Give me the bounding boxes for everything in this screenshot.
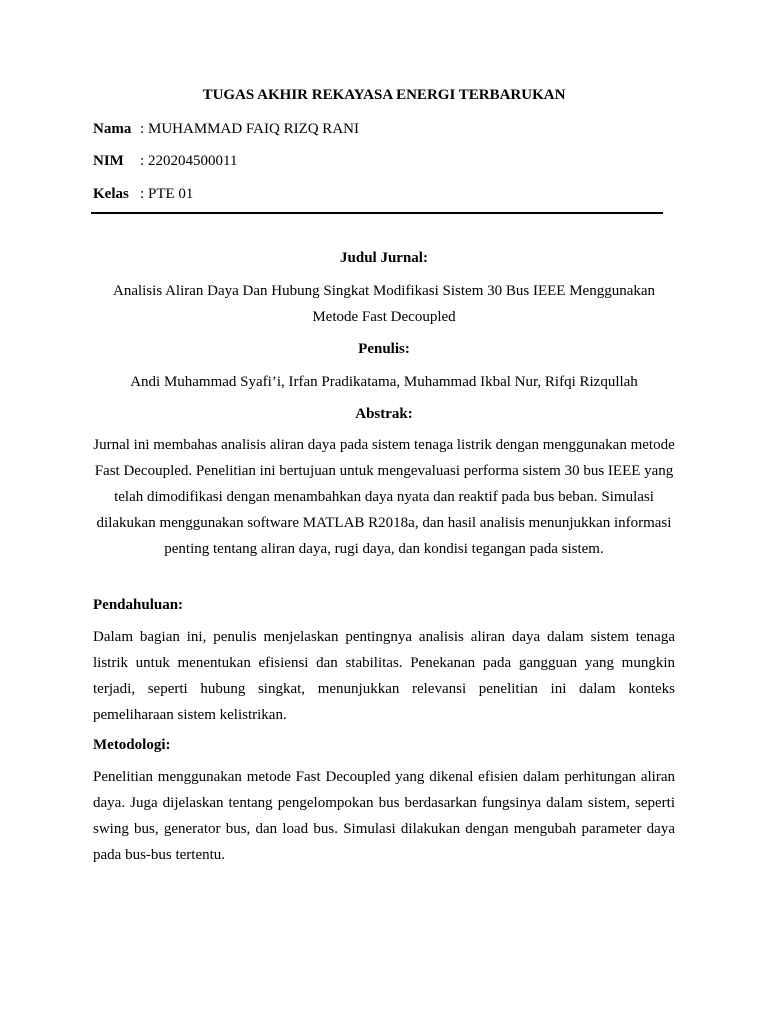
journal-title-heading: Judul Jurnal: bbox=[340, 250, 428, 266]
authors-heading: Penulis: bbox=[358, 341, 410, 357]
info-row-nama bbox=[93, 119, 359, 139]
info-value-kelas: PTE 01 bbox=[148, 186, 194, 202]
info-colon: : bbox=[140, 186, 145, 202]
info-row-kelas bbox=[93, 184, 193, 204]
introduction-heading: Pendahuluan: bbox=[93, 597, 184, 613]
methodology-heading: Metodologi: bbox=[93, 737, 171, 753]
abstract-heading: Abstrak: bbox=[355, 406, 413, 422]
info-label-nim: NIM bbox=[93, 153, 124, 169]
authors: Andi Muhammad Syafi’i, Irfan Pradikatama, Muhammad Ikbal Nur, Rifqi Rizqullah bbox=[130, 374, 638, 390]
info-row-nim bbox=[93, 151, 237, 171]
introduction-text: Dalam bagian ini, penulis menjelaskan pentingnya analisis aliran daya dalam sistem tenaga listrik untuk menentukan efisiensi dan stabilitas. Penekanan pada gangguan yang mungkin terjadi, seperti hubung singkat, menunjukkan relevansi penelitian ini dalam konteks pemeliharaan sistem kelistrikan. bbox=[93, 629, 675, 723]
info-label-nama: Nama bbox=[93, 121, 132, 137]
abstract-text: Jurnal ini membahas analisis aliran daya pada sistem tenaga listrik dengan menggunakan metode Fast Decoupled. Penelitian ini bertujuan untuk mengevaluasi performa sistem 30 bus IEEE yang telah dimodifikasi dengan menambahkan daya nyata dan reaktif pada bus beban. Simulasi dilakukan menggunakan software MATLAB R2018a, dan hasil analisis menunjukkan informasi penting tentang aliran daya, rugi daya, dan kondisi tegangan pada sistem. bbox=[93, 437, 675, 557]
info-value-nim: 220204500011 bbox=[148, 153, 238, 169]
methodology-text: Penelitian menggunakan metode Fast Decoupled yang dikenal efisien dalam perhitungan aliran daya. Juga dijelaskan tentang pengelompokan bus berdasarkan fungsinya dalam sistem, seperti swing bus, generator bus, dan load bus. Simulasi dilakukan dengan mengubah parameter daya pada bus-bus tertentu. bbox=[93, 769, 675, 863]
journal-title: Analisis Aliran Daya Dan Hubung Singkat Modifikasi Sistem 30 Bus IEEE Menggunakan Metode Fast Decoupled bbox=[112, 283, 656, 325]
header-divider bbox=[91, 212, 663, 214]
info-colon: : bbox=[140, 153, 145, 169]
info-colon: : bbox=[140, 121, 145, 137]
info-value-nama: MUHAMMAD FAIQ RIZQ RANI bbox=[148, 121, 359, 137]
document-title: TUGAS AKHIR REKAYASA ENERGI TERBARUKAN bbox=[202, 87, 566, 103]
info-label-kelas: Kelas bbox=[93, 186, 129, 202]
